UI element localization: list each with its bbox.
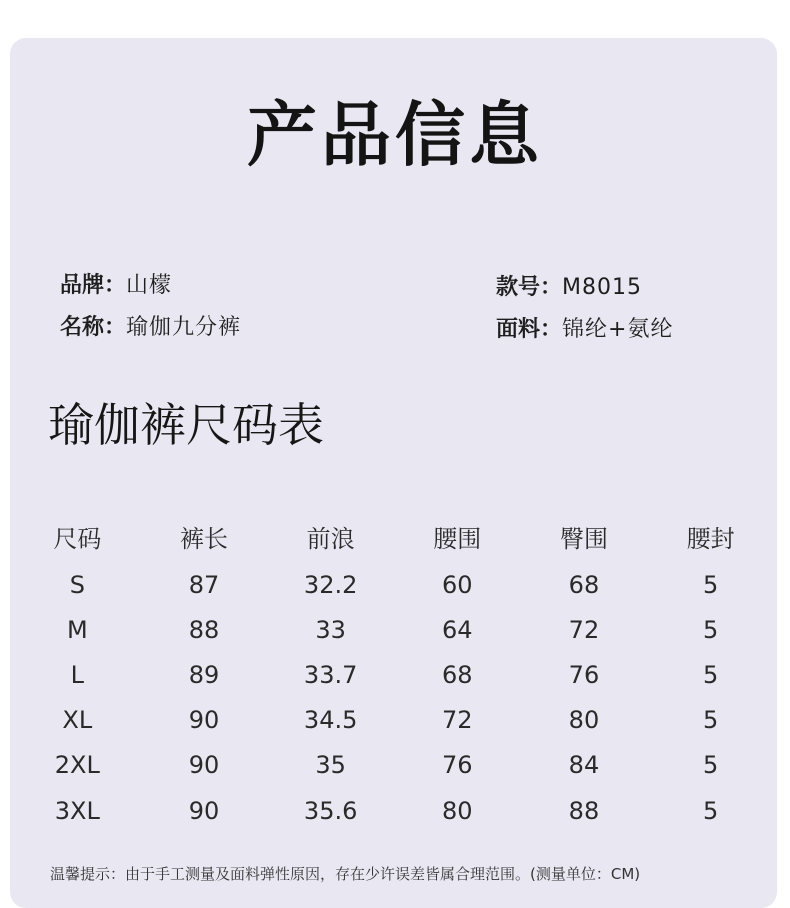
size-chart-title: 瑜伽裤尺码表 bbox=[48, 398, 324, 452]
header-length: 裤长 bbox=[179, 524, 228, 553]
table-cell: 60 bbox=[442, 570, 473, 599]
name-row bbox=[60, 317, 241, 339]
measurement-note: 温馨提示：由于手工测量及面料弹性原因，存在少许误差皆属合理范围。(测量单位：CM) bbox=[50, 865, 641, 883]
table-row bbox=[14, 607, 774, 652]
table-cell: 2XL bbox=[54, 751, 100, 780]
header-size: 尺码 bbox=[53, 524, 102, 553]
table-cell: 72 bbox=[442, 706, 473, 735]
table-cell: 90 bbox=[188, 751, 220, 780]
header-front-rise: 前浪 bbox=[306, 524, 355, 553]
header-waist: 腰围 bbox=[433, 524, 482, 553]
fabric-row bbox=[496, 319, 673, 341]
table-cell: 80 bbox=[568, 706, 600, 735]
table-header-row bbox=[14, 510, 774, 562]
table-cell: XL bbox=[62, 706, 93, 735]
table-cell: 5 bbox=[703, 751, 719, 780]
table-cell: 32.2 bbox=[303, 570, 358, 599]
table-cell: 88 bbox=[568, 796, 600, 825]
table-row bbox=[14, 698, 774, 743]
table-cell: 3XL bbox=[54, 796, 100, 825]
table-cell: 64 bbox=[442, 615, 473, 644]
table-cell: L bbox=[70, 660, 85, 689]
table-cell: 33 bbox=[315, 615, 346, 644]
size-table bbox=[14, 510, 774, 833]
table-cell: 84 bbox=[568, 751, 600, 780]
table-cell: 34.5 bbox=[303, 706, 358, 735]
page-title: 产品信息 bbox=[247, 94, 543, 176]
model-value: M8015 bbox=[562, 275, 642, 300]
header-hip: 臀围 bbox=[559, 524, 608, 553]
fabric-label: 面料： bbox=[496, 317, 563, 342]
table-row bbox=[14, 788, 774, 833]
brand-value: 山檬 bbox=[126, 273, 173, 298]
table-cell: 88 bbox=[188, 615, 220, 644]
table-cell: 80 bbox=[442, 796, 473, 825]
table-cell: 72 bbox=[568, 615, 600, 644]
model-label: 款号： bbox=[496, 275, 563, 300]
table-cell: 76 bbox=[442, 751, 473, 780]
brand-row bbox=[60, 275, 172, 297]
model-row bbox=[496, 277, 642, 299]
table-cell: 89 bbox=[188, 660, 220, 689]
table-cell: 68 bbox=[568, 570, 600, 599]
name-label: 名称： bbox=[60, 315, 127, 340]
table-cell: 90 bbox=[188, 706, 220, 735]
table-cell: 76 bbox=[568, 660, 600, 689]
table-cell: 90 bbox=[188, 796, 220, 825]
table-cell: 35 bbox=[315, 751, 346, 780]
table-row bbox=[14, 562, 774, 607]
brand-label: 品牌： bbox=[60, 273, 127, 298]
table-cell: 35.6 bbox=[303, 796, 358, 825]
table-cell: 87 bbox=[188, 570, 220, 599]
table-cell: 5 bbox=[703, 570, 719, 599]
header-waistband: 腰封 bbox=[686, 524, 735, 553]
table-cell: 68 bbox=[442, 660, 473, 689]
table-cell: 5 bbox=[703, 615, 719, 644]
table-row bbox=[14, 743, 774, 788]
fabric-value: 锦纶+氨纶 bbox=[562, 317, 674, 342]
table-cell: 5 bbox=[703, 660, 719, 689]
table-cell: M bbox=[66, 615, 88, 644]
name-value: 瑜伽九分裤 bbox=[126, 315, 242, 340]
table-cell: S bbox=[69, 570, 85, 599]
table-cell: 5 bbox=[703, 796, 719, 825]
table-row bbox=[14, 652, 774, 697]
table-cell: 33.7 bbox=[303, 660, 358, 689]
table-cell: 5 bbox=[703, 706, 719, 735]
